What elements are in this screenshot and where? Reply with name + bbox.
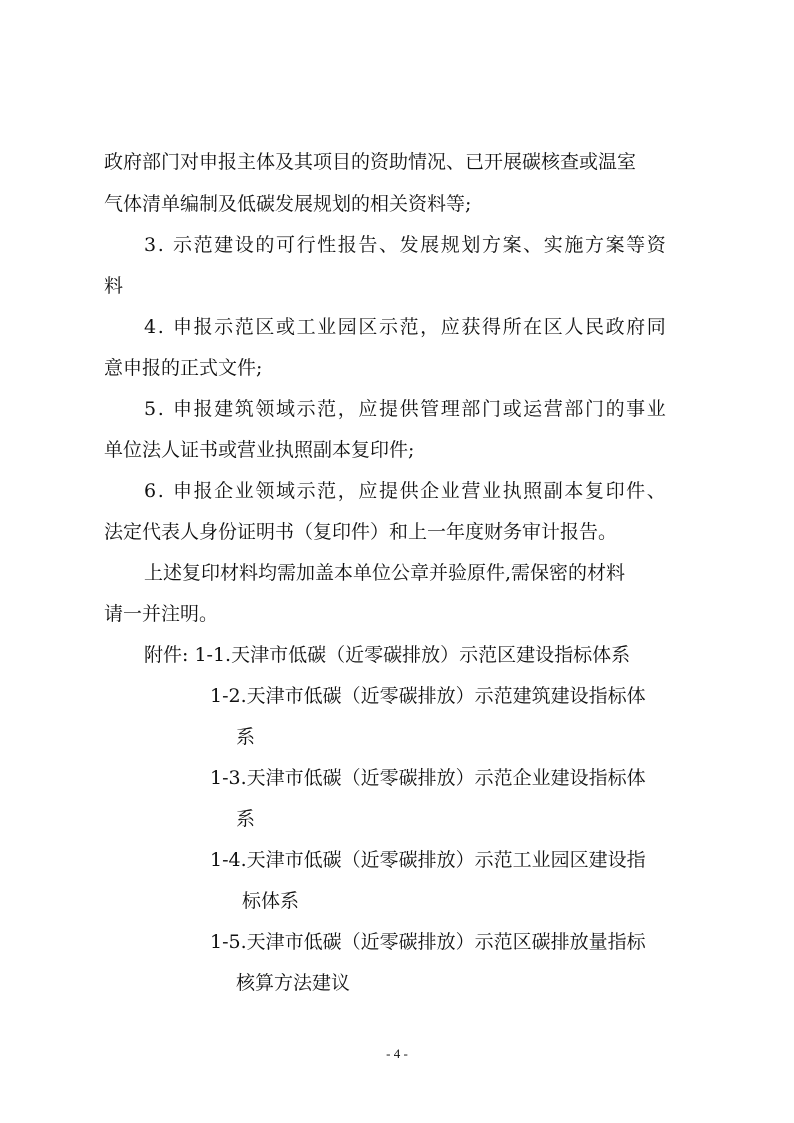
page-number: - 4 -: [386, 1046, 408, 1061]
body-line: 5. 申报建筑领域示范，应提供管理部门或运营部门的事业: [144, 398, 668, 420]
attachment-line: [144, 641, 630, 669]
body-line: 3. 示范建设的可行性报告、发展规划方案、实施方案等资: [144, 234, 668, 256]
attachment-item-continuation: 系: [236, 726, 256, 748]
attachment-item: 1-2.天津市低碳（近零碳排放）示范建筑建设指标体: [210, 685, 646, 707]
body-line: 意申报的正式文件;: [104, 357, 263, 379]
attachment-item: 1-4.天津市低碳（近零碳排放）示范工业园区建设指: [210, 849, 646, 871]
body-line: 政府部门对申报主体及其项目的资助情况、已开展碳核查或温室: [104, 151, 637, 173]
attachment-item-continuation: 标体系: [242, 890, 300, 912]
attachment-item-continuation: 核算方法建议: [236, 972, 351, 994]
attachment-item: 1-3.天津市低碳（近零碳排放）示范企业建设指标体: [210, 767, 646, 789]
body-line: 料: [104, 275, 124, 297]
attachment-item: 1-1.天津市低碳（近零碳排放）示范区建设指标体系: [194, 644, 631, 666]
body-line: 6. 申报企业领域示范，应提供企业营业执照副本复印件、: [144, 480, 668, 502]
attachment-item: 1-5.天津市低碳（近零碳排放）示范区碳排放量指标: [210, 931, 646, 953]
body-line: 上述复印材料均需加盖本单位公章并验原件,需保密的材料: [144, 562, 626, 584]
body-line: 4. 申报示范区或工业园区示范，应获得所在区人民政府同: [144, 316, 668, 338]
body-line: 请一并注明。: [104, 603, 219, 625]
body-line: 气体清单编制及低碳发展规划的相关资料等;: [104, 193, 472, 215]
attachment-item-continuation: 系: [236, 808, 256, 830]
attachment-label: 附件:: [144, 644, 189, 666]
body-line: 单位法人证书或营业执照副本复印件;: [104, 439, 415, 461]
body-line: 法定代表人身份证明书（复印件）和上一年度财务审计报告。: [104, 521, 618, 543]
